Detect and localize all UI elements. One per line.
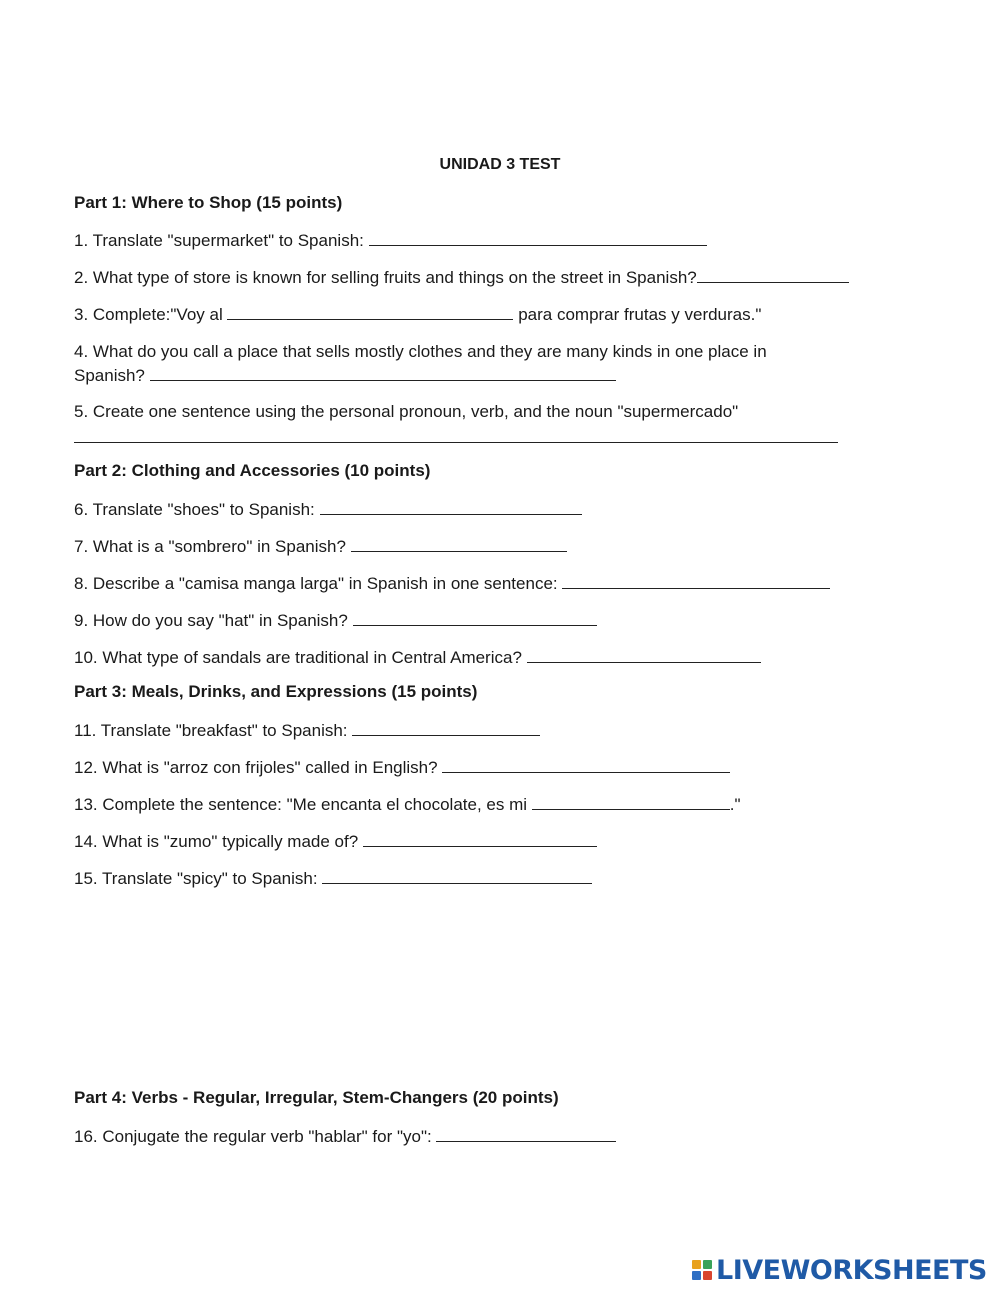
answer-5-input[interactable] [74,442,838,443]
question-13-text-a: 13. Complete the sentence: "Me encanta el chocolate, es mi [74,795,528,814]
question-3-text-b: para comprar frutas y verduras." [518,305,762,324]
question-5-text: 5. Create one sentence using the personal pronoun, verb, and the noun "supermercado" [74,402,739,421]
question-4-text-b: Spanish? [74,366,145,385]
part3-heading: Part 3: Meals, Drinks, and Expressions (15 points) [74,682,478,701]
question-1-text: 1. Translate "supermarket" to Spanish: [74,231,364,250]
answer-7-input[interactable] [351,535,567,552]
question-4-text-a: 4. What do you call a place that sells mostly clothes and they are many kinds in one place in [74,342,767,361]
question-8-text: 8. Describe a "camisa manga larga" in Spanish in one sentence: [74,574,558,593]
question-11 [74,719,540,742]
logo-square-4 [703,1271,712,1280]
question-9-text: 9. How do you say "hat" in Spanish? [74,611,348,630]
question-5 [74,400,738,423]
question-14 [74,830,597,853]
question-12 [74,756,730,779]
question-4-line2 [74,364,616,387]
question-16-text: 16. Conjugate the regular verb "hablar" for "yo": [74,1127,432,1146]
logo-square-1 [692,1260,701,1269]
answer-8-input[interactable] [562,572,830,589]
answer-1-input[interactable] [369,229,707,246]
question-1 [74,229,707,252]
answer-14-input[interactable] [363,830,597,847]
answer-11-input[interactable] [352,719,540,736]
liveworksheets-logo[interactable] [692,1254,987,1286]
question-7-text: 7. What is a "sombrero" in Spanish? [74,537,346,556]
part2-heading: Part 2: Clothing and Accessories (10 points) [74,461,431,480]
logo-squares-icon [692,1260,712,1280]
answer-6-input[interactable] [320,498,582,515]
part1-heading: Part 1: Where to Shop (15 points) [74,193,343,212]
question-13 [74,793,741,816]
answer-4-input[interactable] [150,364,616,381]
question-10-text: 10. What type of sandals are traditional in Central America? [74,648,522,667]
question-9 [74,609,597,632]
answer-10-input[interactable] [527,646,761,663]
question-4 [74,340,767,363]
question-3 [74,303,761,326]
question-15 [74,867,592,890]
question-8 [74,572,830,595]
question-6 [74,498,582,521]
question-6-text: 6. Translate "shoes" to Spanish: [74,500,315,519]
question-3-text-a: 3. Complete:"Voy al [74,305,223,324]
answer-9-input[interactable] [353,609,597,626]
answer-2-input[interactable] [697,266,849,283]
logo-square-3 [692,1271,701,1280]
worksheet-title: UNIDAD 3 TEST [439,156,561,173]
answer-3-input[interactable] [227,303,513,320]
question-10 [74,646,761,669]
question-13-text-b: ." [729,795,741,814]
answer-16-input[interactable] [436,1125,616,1142]
question-2 [74,266,849,289]
question-11-text: 11. Translate "breakfast" to Spanish: [74,721,348,740]
answer-13-input[interactable] [532,793,730,810]
question-12-text: 12. What is "arroz con frijoles" called in English? [74,758,438,777]
question-14-text: 14. What is "zumo" typically made of? [74,832,359,851]
answer-15-input[interactable] [322,867,592,884]
question-16 [74,1125,616,1148]
answer-12-input[interactable] [442,756,730,773]
logo-text: LIVEWORKSHEETS [716,1254,987,1286]
part4-heading: Part 4: Verbs - Regular, Irregular, Stem-Changers (20 points) [74,1088,559,1107]
question-15-text: 15. Translate "spicy" to Spanish: [74,869,318,888]
logo-square-2 [703,1260,712,1269]
question-7 [74,535,567,558]
question-2-text: 2. What type of store is known for selling fruits and things on the street in Spanish? [74,268,697,287]
